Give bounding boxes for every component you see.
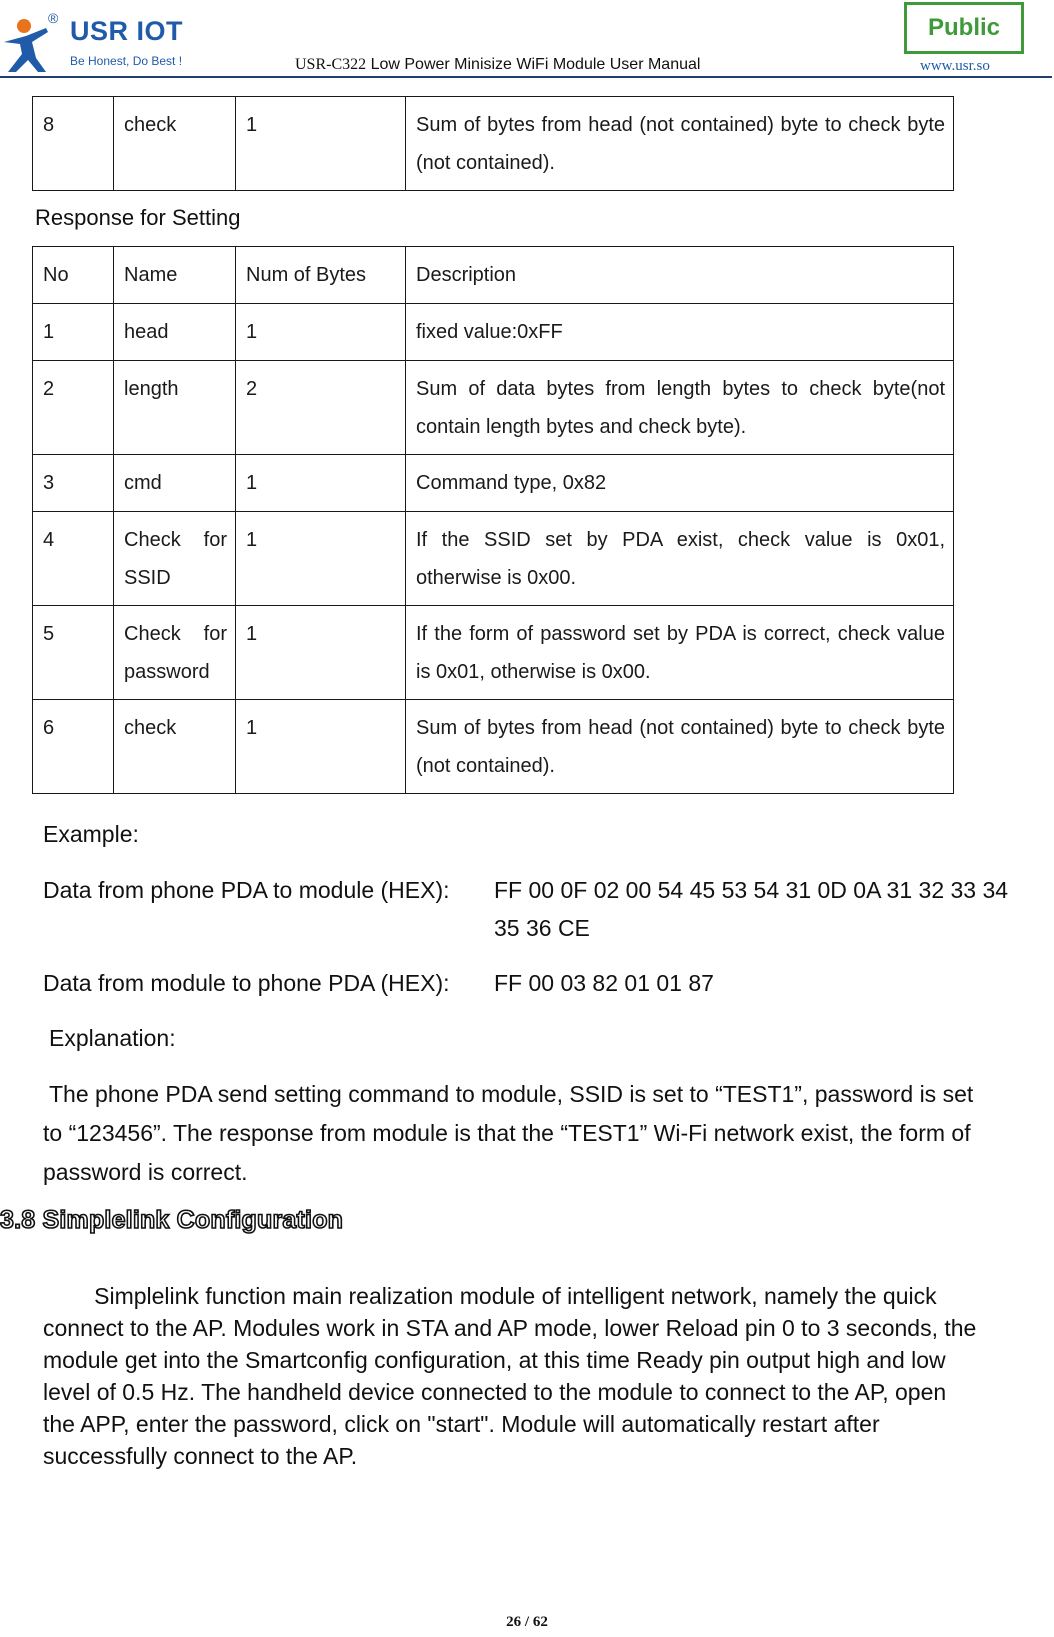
document-title [295,56,700,74]
response-setting-label: Response for Setting [35,205,241,230]
table-row [33,455,954,512]
cell-no: 6 [33,700,114,794]
cell-description: Sum of bytes from head (not contained) byte to check byte (not contained). [406,700,954,794]
cell-name: length [114,361,236,455]
paragraph-line: module get into the Smartconfig configuration, at this time Ready pin output high and low [43,1347,946,1373]
header-name: Name [114,247,236,304]
cell-description: Sum of bytes from head (not contained) byte to check byte (not contained). [406,97,954,191]
setting-command-table [32,96,954,191]
website-link[interactable]: www.usr.so [920,58,990,74]
explanation-line: The phone PDA send setting command to module, SSID is set to “TEST1”, password is set [49,1081,974,1107]
cell-description: fixed value:0xFF [406,304,954,361]
header-bytes: Num of Bytes [236,247,406,304]
registered-mark: ® [48,10,59,26]
cell-bytes: 2 [236,361,406,455]
example-line1-prefix: Data from phone PDA to module (HEX): [43,877,450,903]
paragraph-line: level of 0.5 Hz. The handheld device connected to the module to connect to the AP, open [43,1379,947,1405]
cell-no: 1 [33,304,114,361]
section-paragraph [43,1280,1043,1472]
header-description: Description [406,247,954,304]
response-setting-table [32,246,954,794]
explanation-line: password is correct. [43,1159,248,1185]
paragraph-line: successfully connect to the AP. [43,1443,358,1469]
cell-no: 5 [33,606,114,700]
cell-bytes: 1 [236,97,406,191]
page-header [0,0,1054,80]
cell-bytes: 1 [236,304,406,361]
explanation-line: to “123456”. The response from module is that the “TEST1” Wi-Fi network exist, the form of [43,1120,971,1146]
cell-description: If the SSID set by PDA exist, check value is 0x01, otherwise is 0x00. [406,512,954,606]
page-number: 26 / 62 [506,1614,548,1630]
cell-no: 2 [33,361,114,455]
table-row [33,606,954,700]
cell-name: Check for SSID [114,512,236,606]
cell-no: 3 [33,455,114,512]
document-model: USR-C322 [295,56,367,73]
header-divider [0,76,1052,78]
table-row [33,97,954,191]
brand-name: USR IOT [70,16,184,46]
header-no: No [33,247,114,304]
cell-name: check [114,700,236,794]
example-label: Example: [43,821,139,847]
cell-bytes: 1 [236,512,406,606]
cell-name: Check for password [114,606,236,700]
cell-no: 8 [33,97,114,191]
table-row [33,304,954,361]
document-title-text: Low Power Minisize WiFi Module User Manual [366,56,701,73]
table-row [33,700,954,794]
table-header-row [33,247,954,304]
cell-bytes: 1 [236,700,406,794]
example-line2-data: FF 00 03 82 01 01 87 [494,970,714,996]
cell-name: head [114,304,236,361]
cell-description: If the form of password set by PDA is correct, check value is 0x01, otherwise is 0x00. [406,606,954,700]
table-row [33,361,954,455]
example-line1-data: FF 00 0F 02 00 54 45 53 54 31 0D 0A 31 32 33 34 [494,877,1009,903]
cell-bytes: 1 [236,606,406,700]
explanation-label: Explanation: [49,1025,176,1051]
usr-iot-logo [2,8,202,74]
cell-bytes: 1 [236,455,406,512]
example-line2-prefix: Data from module to phone PDA (HEX): [43,970,450,996]
paragraph-line: Simplelink function main realization module of intelligent network, namely the quick [43,1283,937,1309]
example-line1-continuation: 35 36 CE [494,915,590,941]
cell-name: cmd [114,455,236,512]
cell-description: Sum of data bytes from length bytes to check byte(not contain length bytes and check byte). [406,361,954,455]
brand-slogan: Be Honest, Do Best ! [70,54,183,68]
cell-name: check [114,97,236,191]
paragraph-line: the APP, enter the password, click on "start". Module will automatically restart after [43,1411,880,1437]
paragraph-line: connect to the AP. Modules work in STA and AP mode, lower Reload pin 0 to 3 seconds, the [43,1315,977,1341]
public-badge: Public [904,2,1024,54]
table-row [33,512,954,606]
section-heading: 3.8 Simplelink Configuration [0,1206,344,1234]
cell-description: Command type, 0x82 [406,455,954,512]
cell-no: 4 [33,512,114,606]
